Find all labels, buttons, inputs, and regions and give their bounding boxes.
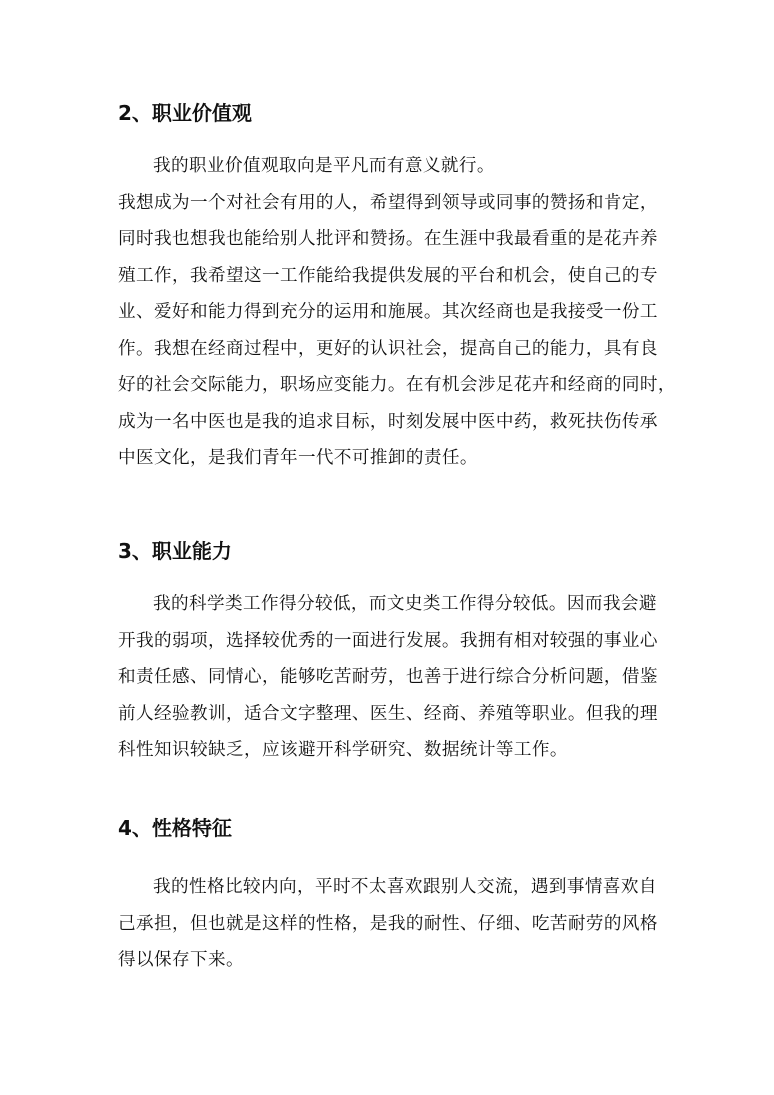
paragraph-line: 我的科学类工作得分较低，而文史类工作得分较低。因而我会避 xyxy=(153,594,657,614)
paragraph-line: 科性知识较缺乏，应该避开科学研究、数据统计等工作。 xyxy=(118,740,568,760)
paragraph-line: 得以保存下来。 xyxy=(118,950,244,970)
section-body-career-values xyxy=(118,148,676,477)
section-body-personality xyxy=(118,869,668,979)
section-heading-personality: 4、性格特征 xyxy=(118,816,232,840)
paragraph-line: 我的职业价值观取向是平凡而有意义就行。 xyxy=(153,156,495,176)
section-heading-career-values: 2、职业价值观 xyxy=(118,101,252,125)
paragraph-line: 中医文化，是我们青年一代不可推卸的责任。 xyxy=(118,448,478,468)
paragraph-line: 同时我也想我也能给别人批评和赞扬。在生涯中我最看重的是花卉养 xyxy=(118,229,658,249)
paragraph-line: 业、爱好和能力得到充分的运用和施展。其次经商也是我接受一份工 xyxy=(118,302,658,322)
paragraph-line: 己承担，但也就是这样的性格，是我的耐性、仔细、吃苦耐劳的风格 xyxy=(118,913,658,934)
paragraph-line: 成为一名中医也是我的追求目标，时刻发展中医中药，救死扶伤传承 xyxy=(118,411,658,432)
paragraph-line: 我的性格比较内向，平时不太喜欢跟别人交流，遇到事情喜欢自 xyxy=(153,877,657,897)
paragraph-line: 殖工作，我希望这一工作能给我提供发展的平台和机会，使自己的专 xyxy=(118,265,658,286)
paragraph-line: 我想成为一个对社会有用的人，希望得到领导或同事的赞扬和肯定， xyxy=(118,192,658,213)
paragraph-line: 作。我想在经商过程中，更好的认识社会，提高自己的能力，具有良 xyxy=(118,338,658,359)
paragraph-line: 前人经验教训，适合文字整理、医生、经商、养殖等职业。但我的理 xyxy=(118,703,658,724)
paragraph-line: 好的社会交际能力，职场应变能力。在有机会涉足花卉和经商的同时， xyxy=(118,375,676,395)
paragraph-line: 开我的弱项，选择较优秀的一面进行发展。我拥有相对较强的事业心 xyxy=(118,630,658,651)
section-body-career-ability xyxy=(118,586,668,769)
paragraph-line: 和责任感、同情心，能够吃苦耐劳，也善于进行综合分析问题，借鉴 xyxy=(118,667,658,687)
section-heading-career-ability: 3、职业能力 xyxy=(118,539,232,563)
